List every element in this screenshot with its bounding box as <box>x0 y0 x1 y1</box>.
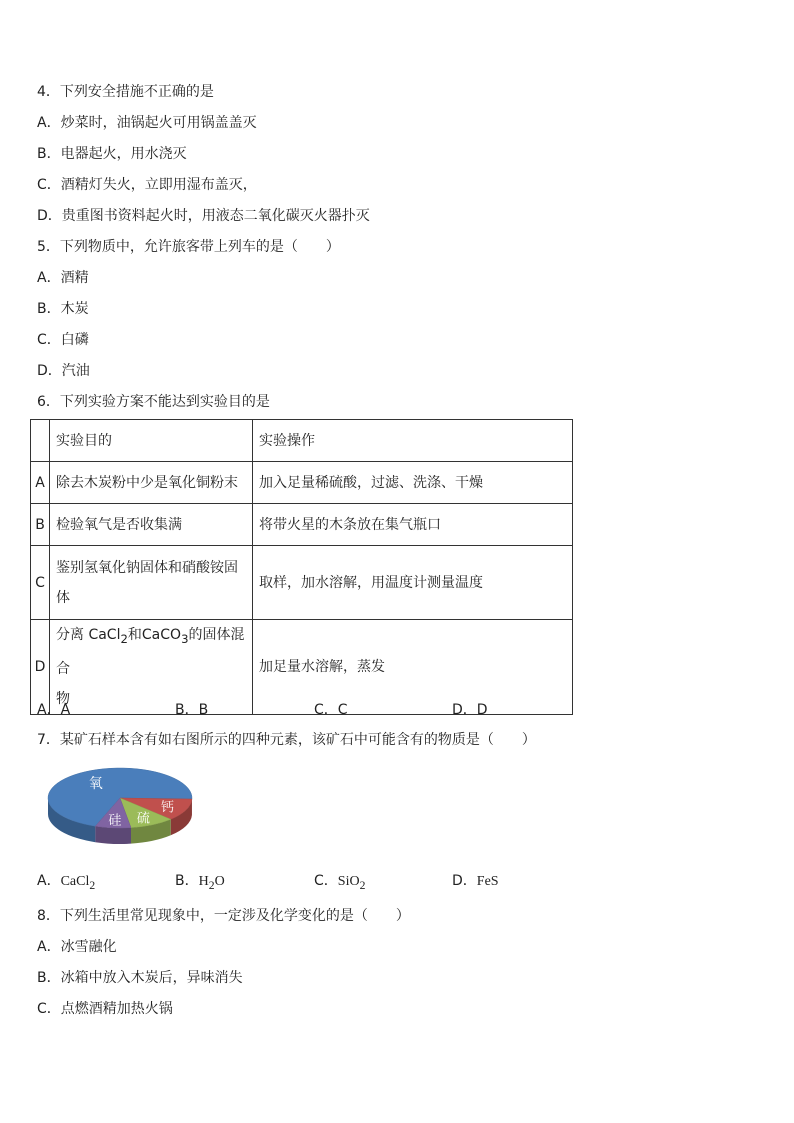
q6-options <box>37 700 597 720</box>
row-operation: 加入足量稀硫酸，过滤、洗涤、干燥 <box>253 462 573 504</box>
option-formula: FeS <box>476 874 499 889</box>
option-label: D． <box>452 873 477 889</box>
row-goal: 除去木炭粉中少是氧化铜粉末 <box>50 462 253 504</box>
row-goal-sub1: 2 <box>120 631 128 646</box>
pie-label-钙: 钙 <box>160 800 175 816</box>
row-goal: 检验氧气是否收集满 <box>50 504 253 546</box>
q5-option-b: B．木炭 <box>37 301 89 317</box>
q6-option-c: C．C <box>314 702 348 718</box>
option-subscript: 2 <box>359 878 366 892</box>
row-operation: 加足量水溶解，蒸发 <box>253 620 573 715</box>
row-goal-post: 的固体混合 <box>56 627 245 677</box>
q8-option-b: B．冰箱中放入木炭后，异味消失 <box>37 970 243 986</box>
q8-option-a: A．冰雪融化 <box>37 939 117 955</box>
q5-option-d: D．汽油 <box>37 363 90 379</box>
table-header-operation: 实验操作 <box>253 420 573 462</box>
q4-option-b: B．电器起火，用水浇灭 <box>37 146 187 162</box>
row-operation: 将带火星的木条放在集气瓶口 <box>253 504 573 546</box>
row-operation: 取样，加水溶解，用温度计测量温度 <box>253 546 573 620</box>
pie-label-硫: 硫 <box>136 811 150 827</box>
element-pie-chart <box>40 760 200 856</box>
option-subscript: 2 <box>208 878 215 892</box>
option-formula: H <box>198 874 209 889</box>
q4-option-a: A．炒菜时，油锅起火可用锅盖盖灭 <box>37 115 257 131</box>
pie-label-硅: 硅 <box>108 813 122 829</box>
row-key: A <box>31 462 50 504</box>
q5-option-a: A．酒精 <box>37 270 89 286</box>
q7-options <box>37 870 597 892</box>
option-label: B． <box>175 873 199 889</box>
table-row <box>31 462 573 504</box>
q6-option-d: D．D <box>452 702 488 718</box>
row-goal-line2: 体 <box>56 589 70 606</box>
q8-stem: 8．下列生活里常见现象中，一定涉及化学变化的是（ ） <box>37 908 410 924</box>
row-goal-line1: 鉴别氢氧化钠固体和硝酸铵固 <box>56 559 238 576</box>
q6-option-a: A．A <box>37 702 71 718</box>
option-label: C． <box>314 873 338 889</box>
row-goal <box>50 546 253 620</box>
table-row <box>31 504 573 546</box>
q4-option-d: D．贵重图书资料起火时，用液态二氧化碳灭火器扑灭 <box>37 208 370 224</box>
row-goal-sub2: 3 <box>181 631 189 646</box>
q5-stem: 5．下列物质中，允许旅客带上列车的是（ ） <box>37 239 340 255</box>
q7-option-a <box>37 870 95 897</box>
option-label: A． <box>37 873 61 889</box>
table-header-goal: 实验目的 <box>50 420 253 462</box>
option-formula: CaCl <box>60 874 90 889</box>
q7-option-d <box>452 870 499 893</box>
option-formula: SiO <box>337 874 360 889</box>
row-key: D <box>31 620 50 715</box>
table-row <box>31 546 573 620</box>
row-goal-pre: 分离 CaCl <box>56 627 121 643</box>
table-header-key <box>31 420 50 462</box>
experiment-table <box>30 419 573 715</box>
row-goal-mid: 和CaCO <box>127 627 182 643</box>
pie-side-3 <box>95 826 131 844</box>
row-goal-line2: 物 <box>56 690 70 707</box>
option-formula-tail: O <box>214 874 225 889</box>
q7-option-c <box>314 870 365 897</box>
q4-option-c: C．酒精灯失火，立即用湿布盖灭， <box>37 177 257 193</box>
row-key: B <box>31 504 50 546</box>
q6-option-b: B．B <box>175 702 209 718</box>
pie-label-氧: 氧 <box>88 776 103 793</box>
q7-option-b <box>175 870 225 897</box>
table-header-row <box>31 420 573 462</box>
row-key: C <box>31 546 50 620</box>
q5-option-c: C．白磷 <box>37 332 89 348</box>
option-subscript: 2 <box>89 878 96 892</box>
q7-stem: 7．某矿石样本含有如右图所示的四种元素，该矿石中可能含有的物质是（ ） <box>37 732 536 748</box>
q4-stem: 4．下列安全措施不正确的是 <box>37 84 214 100</box>
q6-stem: 6．下列实验方案不能达到实验目的是 <box>37 394 270 410</box>
q8-option-c: C．点燃酒精加热火锅 <box>37 1001 173 1017</box>
